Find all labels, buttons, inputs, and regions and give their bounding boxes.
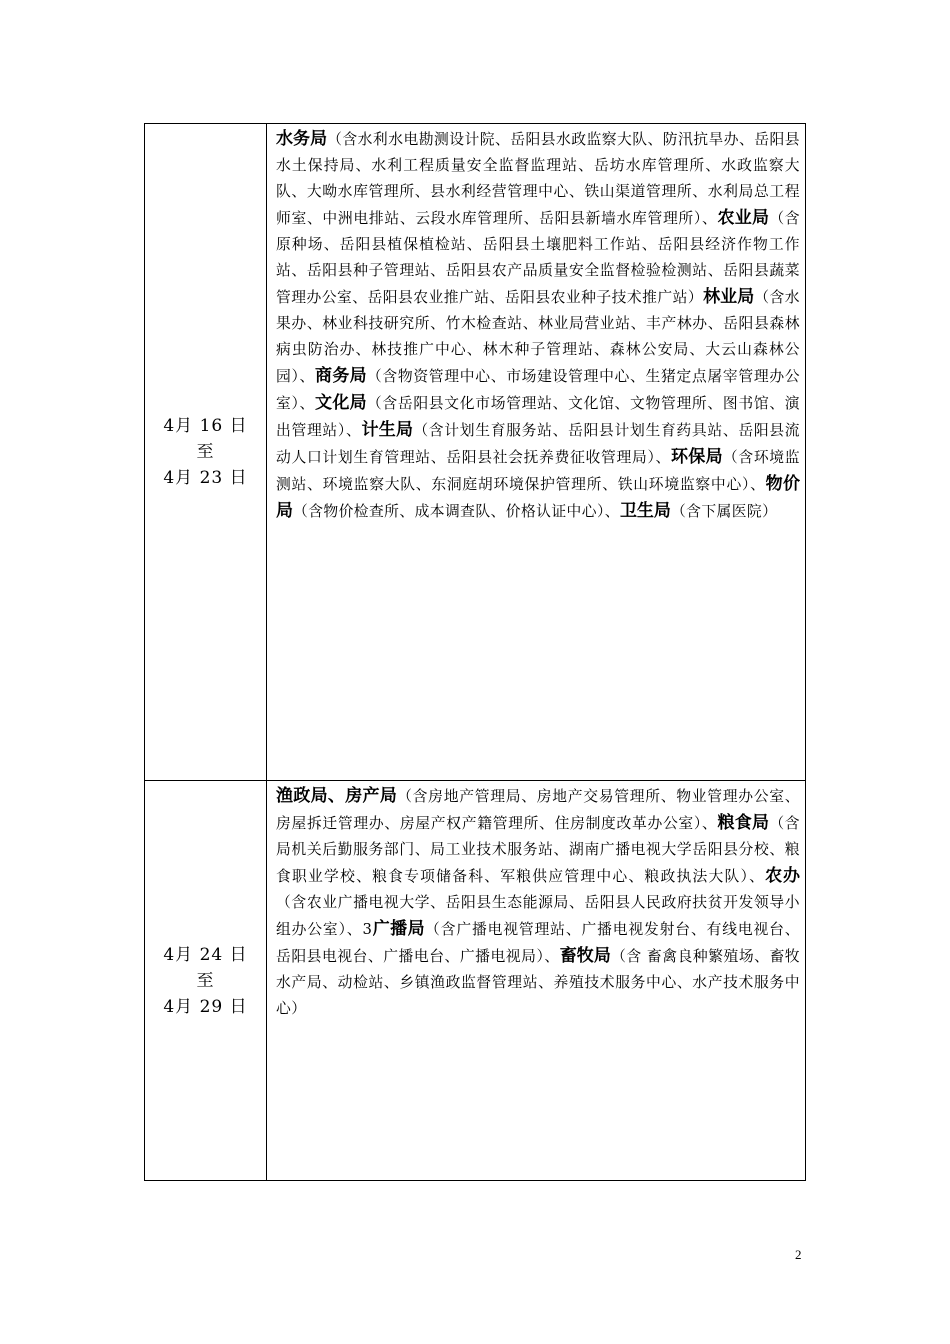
department-list-cell [267,781,806,1181]
date-end: 4月 23 日 [163,468,248,488]
department-name: 卫生局 [619,501,671,521]
department-name: 商务局 [315,366,367,386]
department-name: 计生局 [361,420,414,440]
department-name: 水务局 [276,129,328,149]
department-subunits: （含计划生育服务站、岳阳县计划生育药具站、岳阳县流动人口计划生育管理站、岳阳县社会抚养费征收管理局）、 [276,422,800,466]
department-subunits: （含农业广播电视大学、岳阳县生态能源局、岳阳县人民政府扶贫开发领导小组办公室）、3 [276,894,800,938]
date-cell [145,781,267,1181]
department-name: 林业局 [703,287,755,307]
department-name: 畜牧局 [559,946,612,966]
department-name: 农办 [765,866,800,886]
department-subunits: （含广播电视管理站、广播电视发射台、有线电视台、岳阳县电视台、广播电台、广播电视局）、 [276,921,800,965]
department-subunits: （含物价检查所、成本调查队、价格认证中心）、 [293,503,620,520]
department-name: 广播局 [372,919,426,939]
date-separator: 至 [196,970,215,991]
department-list-cell [267,124,806,781]
inspection-schedule-table [144,123,806,1181]
department-subunits: （含房地产管理局、房地产交易管理所、物业管理办公室、房屋拆迁管理办、房屋产权产籍管理所、住房制度改革办公室）、 [276,788,801,832]
page-number: 2 [795,1247,802,1262]
department-subunits: （含 畜禽良种繁殖场、畜牧水产局、动检站、乡镇渔政监督管理站、养殖技术服务中心、水产技术服务中心） [276,948,801,1017]
department-name: 物价局 [276,474,801,521]
department-subunits: （含局机关后勤服务部门、局工业技术服务站、湖南广播电视大学岳阳县分校、粮食职业学校、粮食专项储备科、军粮供应管理中心、粮政执法大队）、 [276,815,800,885]
date-start: 4月 16 日 [163,416,248,436]
department-name: 粮食局 [717,813,770,833]
department-name: 渔政局、房产局 [276,786,398,806]
department-name: 文化局 [315,393,367,413]
department-subunits: （含岳阳县文化市场管理站、文化馆、文物管理所、图书馆、演出管理站）、 [276,395,800,439]
department-name: 环保局 [671,447,723,467]
table-row [145,781,806,1181]
department-subunits: （含水果办、林业科技研究所、竹木检查站、林业局营业站、丰产林办、岳阳县森林病虫防治办、林技推广中心、林木种子管理站、森林公安局、大云山森林公园）、 [276,289,801,385]
date-separator: 至 [196,442,215,462]
department-subunits: （含物资管理中心、市场建设管理中心、生猪定点屠宰管理办公室）、 [276,368,800,412]
date-cell [145,124,267,781]
date-start: 4月 24 日 [163,944,248,965]
department-subunits: （含下属医院） [670,503,778,520]
table-row [145,124,806,781]
department-subunits: （含环境监测站、环境监察大队、东洞庭胡环境保护管理所、铁山环境监察中心）、 [276,449,800,493]
date-end: 4月 29 日 [163,996,248,1017]
department-subunits: （含水利水电勘测设计院、岳阳县水政监察大队、防汛抗旱办、岳阳县水土保持局、水利工程质量安全监督监理站、岳坊水库管理所、水政监察大队、大呦水库管理所、县水利经营管理中心、铁山渠道管理所、水利局总工程师室、中洲电排站、云段水库管理所、岳阳县新墙水库管理所）、 [276,131,800,227]
department-name: 农业局 [717,208,770,228]
department-subunits: （含原种场、岳阳县植保植检站、岳阳县土壤肥料工作站、岳阳县经济作物工作站、岳阳县种子管理站、岳阳县农产品质量安全监督检验检测站、岳阳县蔬菜管理办公室、岳阳县农业推广站、岳阳县农业种子技术推广站） [276,210,800,306]
